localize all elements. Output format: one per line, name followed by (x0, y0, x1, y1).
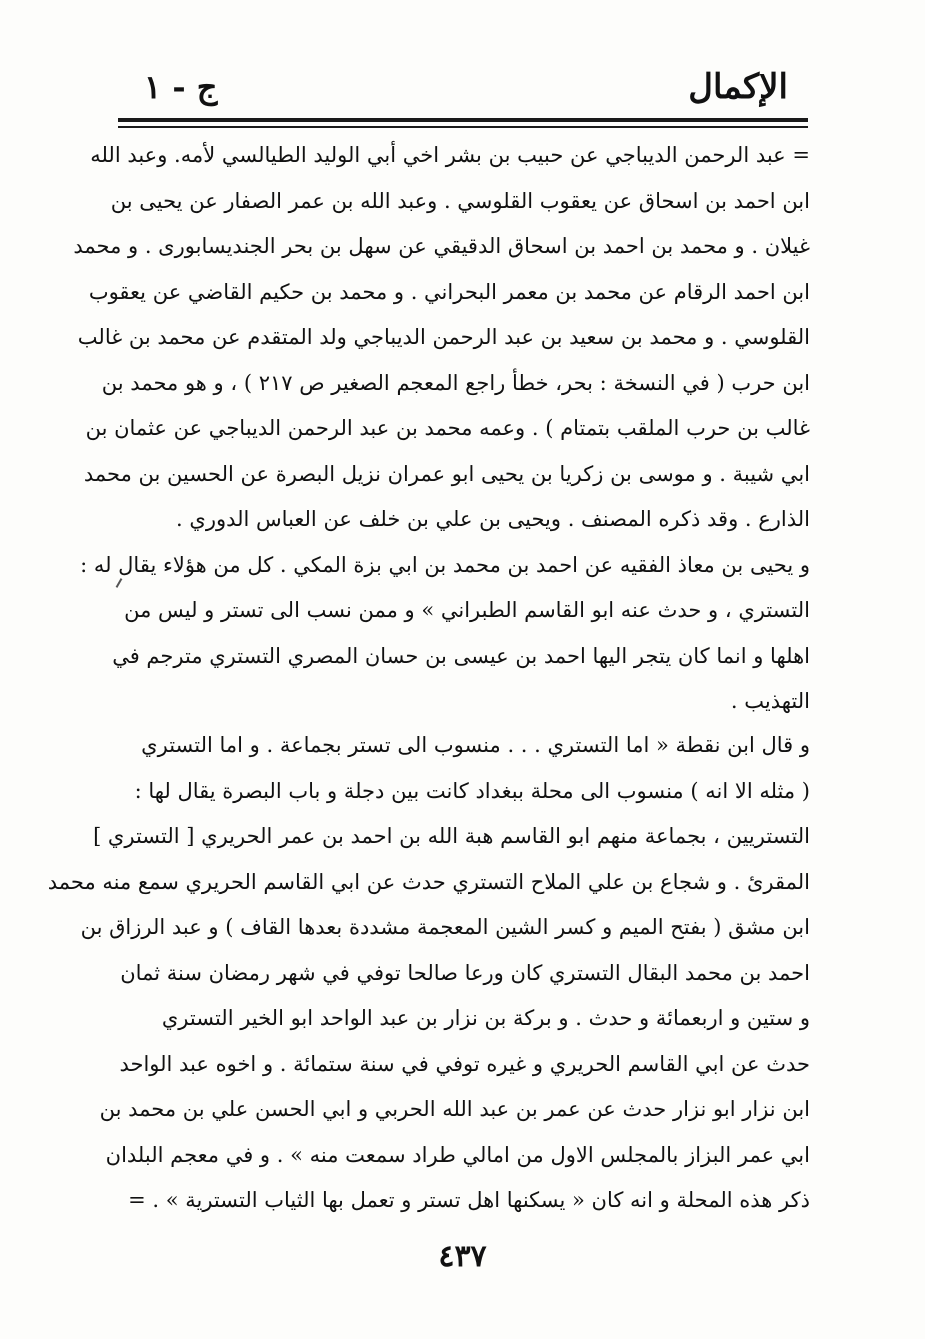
paragraph-1 (73, 133, 810, 725)
page-number: ٤٣٧ (438, 1239, 487, 1274)
text-line: التستريين ، بجماعة منهم ابو القاسم هبة الله بن احمد بن عمر الحريري [ التستري ] (93, 824, 810, 848)
text-line: ( مثله الا انه ) منسوب الى محلة ببغداد كانت بين دجلة و باب البصرة يقال لها : (134, 778, 810, 803)
text-line: ابن احمد الرقام عن محمد بن معمر البحراني . و محمد بن حكيم القاضي عن يعقوب (88, 279, 810, 304)
text-line: = عبد الرحمن الديباجي عن حبيب بن بشر اخي أبي الوليد الطيالسي لأمه. وعبد الله (90, 143, 810, 167)
header-rule-thin (118, 126, 808, 128)
running-header (118, 62, 808, 112)
text-line: ابن احمد بن اسحاق عن يعقوب القلوسي . وعبد الله بن عمر الصفار عن يحيى بن (110, 188, 810, 213)
text-line: القلوسي . و محمد بن سعيد بن عبد الرحمن الديباجي ولد المتقدم عن محمد بن غالب (77, 325, 810, 349)
text-line: اهلها و انما كان يتجر اليها احمد بن عيسى بن حسان المصري التستري مترجم في (112, 643, 810, 668)
paragraph-2 (47, 723, 810, 1224)
text-line: و قال ابن نقطة « اما التستري . . . منسوب الى تستر بجماعة . و اما التستري (141, 733, 810, 757)
text-line: ابي عمر البزاز بالمجلس الاول من امالي طراد سمعت منه » . و في معجم البلدان (105, 1142, 810, 1167)
text-line: ابن مشق ( بفتح الميم و كسر الشين المعجمة مشددة بعدها القاف ) و عبد الرزاق بن (80, 915, 810, 939)
text-line: غالب بن حرب الملقب بتمتام ) . وعمه محمد بن عبد الرحمن الديباجي عن عثمان بن (85, 416, 810, 440)
text-line: ذكر هذه المحلة و انه كان « يسكنها اهل تستر و تعمل بها الثياب التسترية » . = (128, 1188, 810, 1212)
text-line: حدث عن ابي القاسم الحريري و غيره توفي في سنة ستمائة . و اخوه عبد الواحد (119, 1051, 810, 1076)
text-line: غيلان . و محمد بن احمد بن اسحاق الدقيقي عن سهل بن بحر الجنديسابورى . و محمد (73, 234, 810, 258)
text-line: التستري ، و حدث عنه ابو القاسم الطبراني » و ممن نسب الى تستر و ليس من (124, 598, 810, 622)
text-line: و يحيى بن معاذ الفقيه عن احمد بن محمد بن ابي بزة المكي . كل من هؤلاء يقال له : (80, 552, 810, 577)
text-line: ابي شيبة . و موسى بن زكريا بن يحيى ابو عمران نزيل البصرة عن الحسين بن محمد (83, 461, 810, 486)
text-line: ابن نزار ابو نزار حدث عن عمر بن عبد الله الحربي و ابي الحسن علي بن محمد بن (99, 1097, 810, 1121)
text-line: احمد بن محمد البقال التستري كان ورعا صالحا توفي في شهر رمضان سنة ثمان (120, 960, 810, 985)
text-line: المقرئ . و شجاع بن علي الملاح التستري حدث عن ابي القاسم الحريري سمع منه محمد (47, 869, 810, 894)
text-line: التهذيب . (730, 689, 810, 713)
text-line: ابن حرب ( في النسخة : بحر، خطأ راجع المعجم الصغير ص ٢١٧ ) ، و هو محمد بن (101, 370, 810, 395)
volume-indicator: ج - ١ (144, 68, 218, 106)
header-rule-thick (118, 118, 808, 122)
book-title: الإكمال (688, 67, 788, 107)
text-line: الذارع . وقد ذكره المصنف . ويحيى بن علي بن خلف عن العباس الدوري . (176, 507, 810, 531)
text-line: و ستين و اربعمائة و حدث . و بركة بن نزار بن عبد الواحد ابو الخير التستري (161, 1006, 810, 1030)
